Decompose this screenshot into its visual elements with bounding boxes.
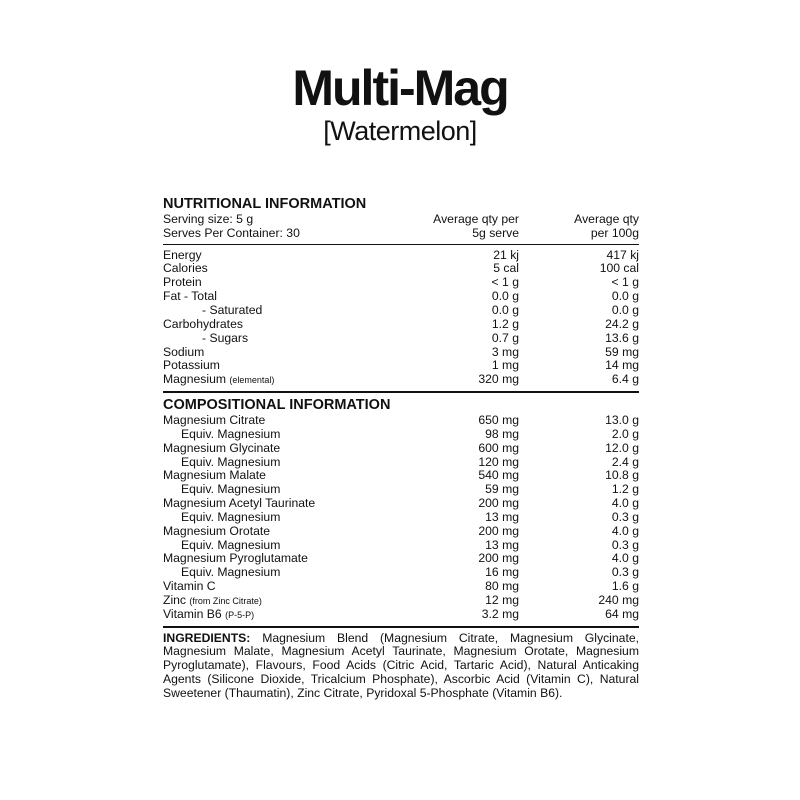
nutrition-row <box>163 262 639 276</box>
row-label: Magnesium Malate <box>163 468 266 483</box>
qty-per-serve: 200 mg <box>478 523 519 538</box>
qty-per-serve: 1.2 g <box>491 316 519 331</box>
product-title: Multi-Mag <box>292 60 508 116</box>
nutrition-row <box>163 359 639 373</box>
composition-heading: COMPOSITIONAL INFORMATION <box>163 397 391 414</box>
row-label: Protein <box>163 275 202 290</box>
qty-per-serve: 3 mg <box>491 344 519 359</box>
composition-row <box>163 608 639 622</box>
composition-row <box>163 566 639 580</box>
qty-per-serve: 200 mg <box>478 496 519 511</box>
row-label: - Sugars <box>202 330 249 345</box>
divider <box>163 626 639 628</box>
qty-per-serve: 200 mg <box>478 551 519 566</box>
row-label: Energy <box>163 247 202 262</box>
qty-per-100g: 2.0 g <box>611 426 639 441</box>
composition-row <box>163 552 639 566</box>
row-label: Equiv. Magnesium <box>181 509 281 524</box>
row-label: Magnesium Pyroglutamate <box>163 551 308 566</box>
nutrition-row <box>163 346 639 360</box>
qty-per-serve: 320 mg <box>478 372 519 387</box>
qty-per-100g: 13.6 g <box>605 330 639 345</box>
row-label: Equiv. Magnesium <box>181 482 281 497</box>
row-label: Equiv. Magnesium <box>181 565 281 580</box>
composition-row <box>163 497 639 511</box>
qty-per-100g: 2.4 g <box>611 454 639 469</box>
qty-per-100g: 0.3 g <box>611 509 639 524</box>
qty-per-100g: 0.0 g <box>611 302 639 317</box>
row-label: Equiv. Magnesium <box>181 537 281 552</box>
qty-per-serve: 21 kj <box>493 247 519 262</box>
row-label: Potassium <box>163 358 220 373</box>
nutrition-row <box>163 290 639 304</box>
nutrition-row <box>163 276 639 290</box>
qty-per-100g: 0.3 g <box>611 565 639 580</box>
composition-row <box>163 525 639 539</box>
qty-per-serve: 600 mg <box>478 440 519 455</box>
nutrition-row <box>163 249 639 263</box>
composition-row <box>163 511 639 525</box>
qty-per-100g: 1.6 g <box>611 579 639 594</box>
qty-per-100g: 14 mg <box>605 358 639 373</box>
qty-per-100g: 10.8 g <box>605 468 639 483</box>
nutrition-row <box>163 332 639 346</box>
product-flavour: [Watermelon] <box>323 116 477 146</box>
row-label: Fat - Total <box>163 289 217 304</box>
composition-row <box>163 414 639 428</box>
qty-per-100g: 4.0 g <box>611 496 639 511</box>
qty-per-serve: 0.7 g <box>491 330 519 345</box>
serving-size: Serving size: 5 g <box>163 212 254 226</box>
row-label: Sodium <box>163 344 205 359</box>
qty-per-serve: 0.0 g <box>491 289 519 304</box>
composition-row <box>163 469 639 483</box>
qty-per-100g: 0.3 g <box>611 537 639 552</box>
qty-per-100g: 12.0 g <box>605 440 639 455</box>
row-label: Carbohydrates <box>163 316 243 331</box>
qty-per-serve: 1 mg <box>491 358 519 373</box>
qty-per-100g: 6.4 g <box>611 372 639 387</box>
nutrition-header <box>163 213 639 241</box>
divider <box>163 391 639 393</box>
row-label: Zinc <box>163 593 187 607</box>
qty-per-serve: 540 mg <box>478 468 519 483</box>
row-label: Equiv. Magnesium <box>181 454 281 469</box>
composition-row <box>163 442 639 456</box>
serves-per-container: Serves Per Container: 30 <box>163 225 300 240</box>
composition-row <box>163 483 639 497</box>
qty-per-serve: 650 mg <box>478 413 519 428</box>
ingredients-label: INGREDIENTS: <box>163 630 251 645</box>
qty-per-100g: 4.0 g <box>611 551 639 566</box>
qty-per-100g: 59 mg <box>605 344 639 359</box>
qty-per-serve: < 1 g <box>491 275 519 290</box>
col-serve-header-line2: 5g serve <box>472 225 519 240</box>
row-label: Magnesium Glycinate <box>163 440 281 455</box>
nutrition-row <box>163 304 639 318</box>
qty-per-100g: 4.0 g <box>611 523 639 538</box>
nutrition-row <box>163 318 639 332</box>
qty-per-100g: 24.2 g <box>605 316 639 331</box>
row-label: Magnesium <box>163 372 226 387</box>
nutrition-table <box>163 249 639 387</box>
qty-per-100g: 64 mg <box>605 606 639 621</box>
row-label: Magnesium Acetyl Taurinate <box>163 496 316 511</box>
divider <box>163 244 639 245</box>
qty-per-serve: 80 mg <box>485 579 519 594</box>
composition-row <box>163 428 639 442</box>
ingredients-list: Magnesium Blend (Magnesium Citrate, Magnesium Glycinate, Magnesium Malate, Magnesium Acetyl Taurinate, Magnesium Orotate, Magnesium Pyroglutamate), Flavours, Food Acids (Citric Acid, Tartaric Acid), Natural Anticaking Agents (Silicone Dioxide, Tricalcium Phosphate), Ascorbic Acid (Vitamin C), Natural Sweetener (Thaumatin), Zinc Citrate, Pyridoxal 5-Phosphate (Vitamin B6). <box>163 630 639 700</box>
composition-row <box>163 456 639 470</box>
row-note: (from Zinc Citrate) <box>189 596 262 606</box>
col-serve-header-line1: Average qty per <box>433 212 519 226</box>
qty-per-serve: 5 cal <box>493 261 519 276</box>
qty-per-serve: 59 mg <box>485 482 519 497</box>
qty-per-serve: 13 mg <box>485 509 519 524</box>
nutrition-heading: NUTRITIONAL INFORMATION <box>163 196 367 212</box>
qty-per-100g: 13.0 g <box>605 413 639 428</box>
qty-per-100g: 0.0 g <box>611 289 639 304</box>
qty-per-100g: 240 mg <box>598 593 639 607</box>
row-note: (P-5-P) <box>225 609 255 620</box>
col-100g-header-line1: Average qty <box>574 212 639 226</box>
qty-per-100g: 100 cal <box>599 261 639 276</box>
composition-row <box>163 594 639 608</box>
row-label: Magnesium Citrate <box>163 413 266 428</box>
row-label: Calories <box>163 261 208 276</box>
composition-row <box>163 580 639 594</box>
qty-per-serve: 3.2 mg <box>481 606 519 621</box>
col-100g-header-line2: per 100g <box>590 225 639 240</box>
qty-per-100g: 1.2 g <box>611 482 639 497</box>
qty-per-serve: 16 mg <box>485 565 519 580</box>
qty-per-100g: < 1 g <box>611 275 639 290</box>
row-label: Vitamin B6 <box>163 606 222 621</box>
row-label: Equiv. Magnesium <box>181 426 281 441</box>
qty-per-serve: 0.0 g <box>491 302 519 317</box>
row-note: (elemental) <box>229 375 275 386</box>
qty-per-serve: 13 mg <box>485 537 519 552</box>
nutrition-row <box>163 373 639 387</box>
row-label: - Saturated <box>202 302 263 317</box>
ingredients-text <box>163 632 639 701</box>
qty-per-serve: 120 mg <box>478 454 519 469</box>
composition-table <box>163 414 639 622</box>
row-label: Vitamin C <box>163 579 216 594</box>
composition-row <box>163 539 639 553</box>
row-label: Magnesium Orotate <box>163 523 271 538</box>
qty-per-serve: 98 mg <box>485 426 519 441</box>
qty-per-serve: 12 mg <box>485 593 519 607</box>
nutrition-panel <box>163 196 639 701</box>
qty-per-100g: 417 kj <box>606 247 639 262</box>
